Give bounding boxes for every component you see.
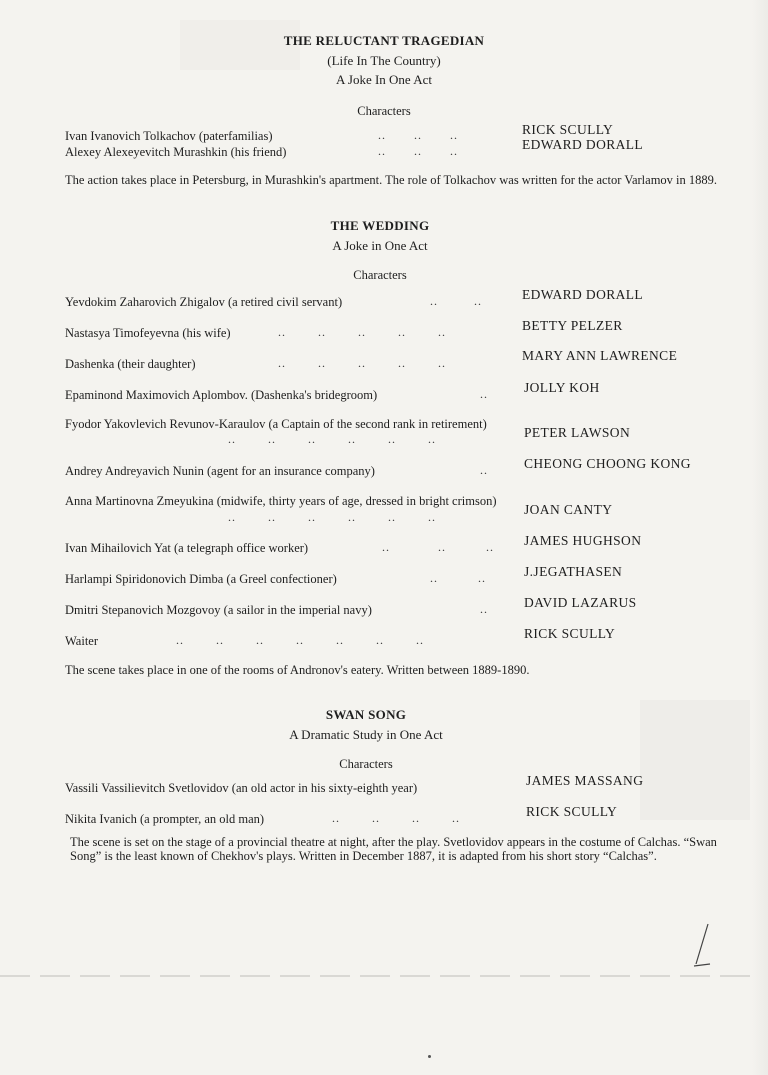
cast-role: Dashenka (their daughter) [65, 357, 196, 371]
section-title: SWAN SONG [325, 707, 407, 722]
leader-dots: .. .. .. .. .. [278, 325, 446, 339]
cast-actor: BETTY PELZER [522, 318, 623, 333]
section-note: The scene takes place in one of the rooms of Andronov's eatery. Written between 1889-1890. [65, 663, 530, 677]
leader-dots: .. .. .. .. .. .. [228, 432, 436, 446]
cast-role: Harlampi Spiridonovich Dimba (a Greel confectioner) [65, 572, 337, 586]
section-subtitle: (Life In The Country) [327, 53, 441, 68]
characters-heading: Characters [353, 268, 407, 282]
cast-actor: RICK SCULLY [526, 804, 618, 819]
section-title: THE RELUCTANT TRAGEDIAN [283, 33, 485, 48]
cast-actor: CHEONG CHOONG KONG [524, 456, 691, 471]
leader-dots: .. .. .. [378, 128, 458, 142]
section-subtitle: A Joke in One Act [332, 238, 428, 253]
cast-role: Vassili Vassilievitch Svetlovidov (an old actor in his sixty-eighth year) [65, 781, 418, 795]
leader-dots: .. .. [430, 294, 482, 308]
leader-dots: .. .. .. .. .. .. .. [176, 633, 424, 647]
leader-dots: .. .. .. [378, 144, 458, 158]
characters-heading: Characters [339, 757, 393, 771]
pencil-mark-icon [688, 920, 722, 972]
cast-role: Dmitri Stepanovich Mozgovoy (a sailor in the imperial navy) [65, 603, 372, 617]
cast-role: Waiter [65, 634, 99, 648]
section-note: The action takes place in Petersburg, in Murashkin's apartment. The role of Tolkachov was written for the actor Varlamov in 1889. [65, 173, 718, 187]
cast-actor: MARY ANN LAWRENCE [522, 348, 678, 363]
section-note: The scene is set on the stage of a provincial theatre at night, after the play. Svetlovidov appears in the costume of Calchas. “Swan Song” is the least known of Chekhov's plays. Written in December 1887, it is adapted from his short story “Calchas”. [70, 835, 717, 863]
section-subtitle: A Dramatic Study in One Act [289, 727, 443, 742]
page-fold-line [0, 975, 768, 977]
leader-dots: .. .. .. .. .. .. [228, 510, 436, 524]
scan-speck [428, 1055, 431, 1058]
cast-role: Fyodor Yakovlevich Revunov-Karaulov (a Captain of the second rank in retirement) [65, 417, 487, 431]
cast-role: Nikita Ivanich (a prompter, an old man) [65, 812, 265, 826]
cast-role: Yevdokim Zaharovich Zhigalov (a retired civil servant) [65, 295, 343, 309]
leader-dots: .. .. .. .. .. [278, 356, 446, 370]
cast-role: Nastasya Timofeyevna (his wife) [65, 326, 231, 340]
cast-actor: DAVID LAZARUS [524, 595, 637, 610]
characters-heading: Characters [357, 104, 411, 118]
cast-role: Andrey Andreyavich Nunin (agent for an insurance company) [65, 464, 375, 478]
cast-role: Ivan Ivanovich Tolkachov (paterfamilias) [65, 129, 273, 143]
leader-dots: .. [480, 387, 488, 401]
cast-actor: EDWARD DORALL [522, 137, 644, 152]
cast-actor: JOLLY KOH [524, 380, 600, 395]
cast-actor: RICK SCULLY [522, 122, 614, 137]
page-edge [752, 0, 768, 1075]
cast-actor: J.JEGATHASEN [524, 564, 623, 579]
leader-dots: .. [480, 463, 488, 477]
cast-actor: JOAN CANTY [524, 502, 613, 517]
section-title: THE WEDDING [330, 218, 430, 233]
cast-actor: EDWARD DORALL [522, 287, 644, 302]
cast-actor: JAMES MASSANG [526, 773, 644, 788]
leader-dots: .. [480, 602, 488, 616]
cast-role: Anna Martinovna Zmeyukina (midwife, thirty years of age, dressed in bright crimson) [65, 494, 497, 508]
leader-dots: .. .. .. .. [332, 811, 460, 825]
cast-actor: RICK SCULLY [524, 626, 616, 641]
cast-role: Alexey Alexeyevitch Murashkin (his friend) [65, 145, 287, 159]
leader-dots: .. .. .. [382, 540, 494, 554]
cast-role: Ivan Mihailovich Yat (a telegraph office worker) [65, 541, 309, 555]
cast-actor: JAMES HUGHSON [524, 533, 642, 548]
section-subtitle: A Joke In One Act [335, 72, 433, 87]
cast-role: Epaminond Maximovich Aplombov. (Dashenka's bridegroom) [65, 388, 378, 402]
cast-actor: PETER LAWSON [524, 425, 631, 440]
leader-dots: .. .. [430, 571, 486, 585]
